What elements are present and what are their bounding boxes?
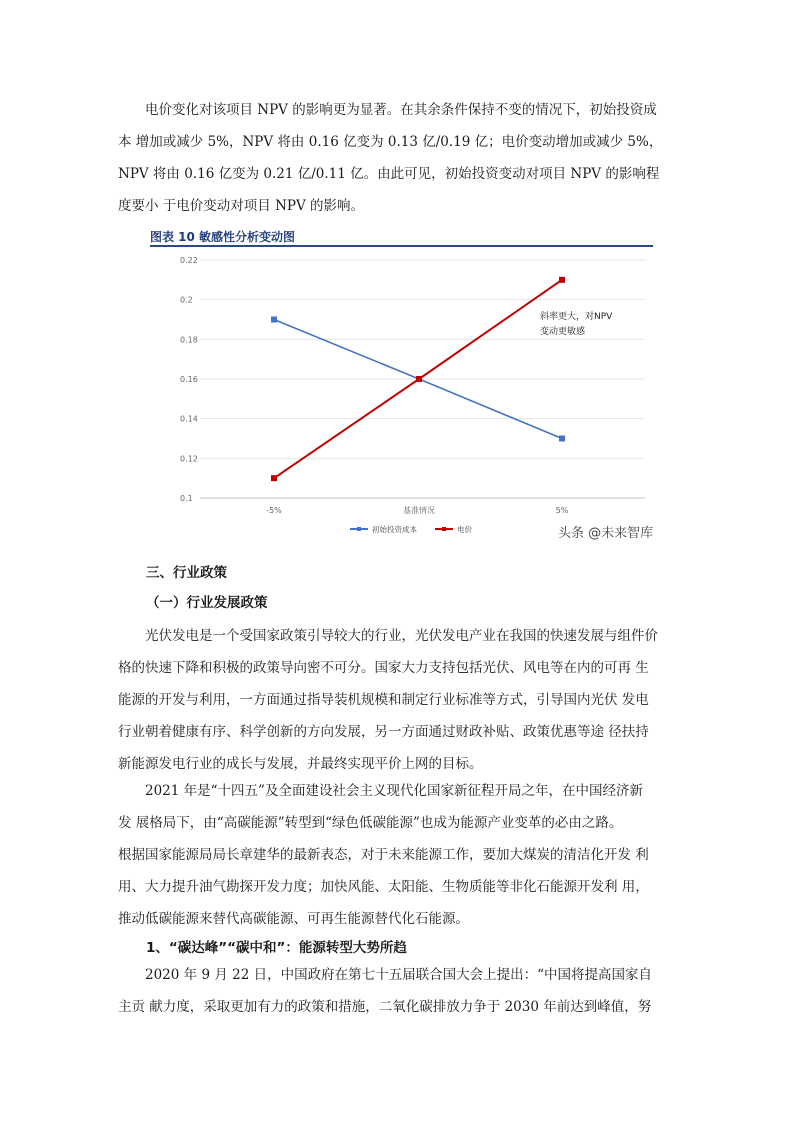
text-line: 根据国家能源局局长章建华的最新表态，对于未来能源工作，要加大煤炭的清洁化开发 利	[118, 847, 649, 863]
text-line: 主贡 献力度，采取更加有力的政策和措施，二氧化碳排放力争于 2030 年前达到峰值，努	[118, 999, 652, 1015]
y-tick-label: 0.22	[180, 256, 198, 265]
data-point	[559, 436, 565, 442]
paragraph-npv-analysis	[118, 94, 674, 222]
chart-title-divider	[150, 245, 653, 247]
y-tick-label: 0.18	[180, 335, 198, 345]
x-axis-ticks	[266, 505, 569, 515]
section-heading: 三、行业政策	[146, 565, 227, 581]
x-tick-label: 基准情况	[403, 506, 435, 515]
paragraph-pv-policy	[118, 620, 674, 780]
text-line: NPV 将由 0.16 亿变为 0.21 亿/0.11 亿。由此可见，初始投资变动对项目 NPV 的影响程	[118, 166, 660, 182]
legend-marker-initial-investment	[357, 527, 361, 531]
paragraph-carbon-commitment	[118, 959, 674, 1023]
subheading-carbon-peak: 1、“碳达峰”“碳中和”：能源转型大势所趋	[146, 940, 407, 956]
grid-lines	[200, 260, 645, 498]
text-line: 新能源发电行业的成长与发展，并最终实现平价上网的目标。	[118, 756, 483, 772]
text-line: 2021 年是“十四五”及全面建设社会主义现代化国家新征程开局之年，在中国经济新	[145, 783, 643, 799]
text-line: 本 增加或减少 5%，NPV 将由 0.16 亿变为 0.13 亿/0.19 亿；电价变动增加或减少 5%，	[118, 134, 663, 150]
text-line: 能源的开发与利用，一方面通过指导装机规模和制定行业标准等方式，引导国内光伏 发电	[118, 692, 649, 708]
x-tick-label: 5%	[555, 506, 569, 515]
chart-annotation-line: 变动更敏感	[540, 327, 586, 337]
y-tick-label: 0.1	[180, 494, 193, 503]
data-point	[271, 475, 277, 481]
y-tick-label: 0.14	[180, 414, 198, 424]
y-tick-label: 0.16	[180, 375, 198, 384]
y-axis-ticks	[180, 256, 198, 503]
data-point	[559, 277, 565, 283]
y-tick-label: 0.12	[180, 454, 198, 464]
watermark-text: 头条 @未来智库	[558, 526, 654, 541]
text-line: 电价变化对该项目 NPV 的影响更为显著。在其余条件保持不变的情况下，初始投资成	[145, 102, 657, 118]
text-line: 格的快速下降和积极的政策导向密不可分。国家大力支持包括光伏、风电等在内的可再 生	[118, 660, 649, 676]
sensitivity-chart	[150, 248, 653, 540]
text-line: 度要小 于电价变动对项目 NPV 的影响。	[118, 198, 365, 214]
chart-annotation-line: 斜率更大，对NPV	[540, 312, 613, 322]
text-line: 用、大力提升油气勘探开发力度；加快风能、太阳能、生物质能等非化石能源开发利 用，	[118, 879, 649, 895]
data-point	[271, 317, 277, 323]
y-tick-label: 0.2	[180, 295, 193, 305]
text-line: 光伏发电是一个受国家政策引导较大的行业，光伏发电产业在我国的快速发展与组件价	[145, 628, 658, 644]
data-point	[416, 376, 422, 382]
subsection-heading: （一）行业发展政策	[146, 595, 268, 611]
text-line: 2020 年 9 月 22 日，中国政府在第七十五届联合国大会上提出：“中国将提高国家自	[145, 967, 652, 983]
text-line: 发 展格局下，由“高碳能源”转型到“绿色低碳能源”也成为能源产业变革的必由之路。	[118, 815, 623, 831]
legend-label-electricity-price: 电价	[457, 525, 472, 534]
chart-legend	[350, 524, 472, 534]
text-line: 行业朝着健康有序、科学创新的方向发展，另一方面通过财政补贴、政策优惠等途 径扶持	[118, 724, 649, 740]
text-line: 推动低碳能源来替代高碳能源、可再生能源替代化石能源。	[118, 911, 469, 927]
legend-label-initial-investment: 初始投资成本	[372, 525, 417, 534]
legend-marker-electricity-price	[442, 527, 446, 531]
x-tick-label: -5%	[266, 506, 282, 515]
paragraph-14th-five-year	[118, 775, 674, 935]
chart-title: 图表 10 敏感性分析变动图	[150, 230, 296, 244]
